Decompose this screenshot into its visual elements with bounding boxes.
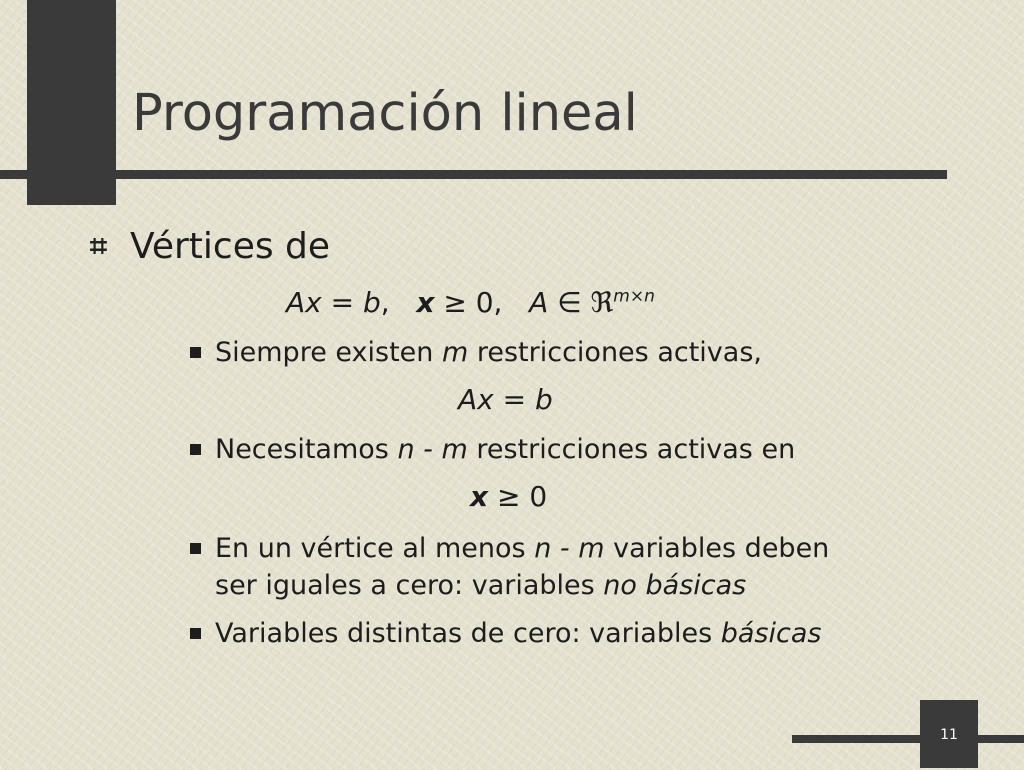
bullet-3-text: En un vértice al menos — [215, 533, 535, 564]
square-bullet-icon — [190, 444, 201, 455]
slide-title: Programación lineal — [132, 84, 638, 143]
formula-x: x — [416, 286, 435, 319]
square-bullet-icon — [190, 543, 201, 554]
bullet-item-1 — [190, 334, 762, 371]
footer-rule — [792, 735, 1024, 743]
formula-sep: , — [380, 286, 417, 319]
formula-2-b: b — [535, 383, 553, 416]
bullet-3-line2-italic: no básicas — [603, 570, 747, 601]
formula-dimensions: m×n — [613, 286, 655, 307]
bullet-2-var: n - m — [397, 434, 468, 465]
bullet-1-rest: restricciones activas, — [468, 337, 762, 368]
formula-ax-equals-b — [458, 383, 553, 416]
formula-x-geq-zero — [470, 480, 547, 513]
square-bullet-icon — [190, 347, 201, 358]
bullet-1-var: m — [441, 337, 469, 368]
bullet-item-2 — [190, 431, 795, 468]
formula-in: ∈ — [548, 286, 591, 319]
formula-constraints — [286, 286, 655, 319]
bullet-2-rest: restricciones activas en — [467, 434, 796, 465]
bullet-3-rest: variables deben — [604, 533, 830, 564]
formula-equals: = — [321, 286, 363, 319]
hash-bullet-icon: ⌗ — [90, 228, 107, 264]
bullet-1-text: Siempre existen — [215, 337, 442, 368]
title-underline-rule — [0, 170, 947, 179]
square-bullet-icon — [190, 628, 201, 639]
heading-text: Vértices de — [130, 226, 331, 267]
bullet-item-3 — [190, 530, 829, 604]
bullet-item-4 — [190, 615, 821, 652]
bullet-2-text: Necesitamos — [215, 434, 398, 465]
formula-ax: Ax — [286, 286, 322, 319]
page-number: 11 — [920, 700, 978, 768]
heading-item — [90, 226, 330, 267]
formula-2-eq: = — [493, 383, 535, 416]
formula-geq: ≥ 0, — [434, 286, 530, 319]
formula-2-ax: Ax — [458, 383, 494, 416]
bullet-4-italic: básicas — [720, 618, 822, 649]
formula-b: b — [363, 286, 381, 319]
formula-a: A — [529, 286, 549, 319]
formula-3-rest: ≥ 0 — [488, 480, 548, 513]
bullet-3-line2: ser iguales a cero: variables — [215, 570, 604, 601]
formula-reals-symbol: ℜ — [590, 286, 614, 319]
bullet-3-var: n - m — [534, 533, 605, 564]
bullet-4-text: Variables distintas de cero: variables — [215, 618, 721, 649]
formula-3-x: x — [470, 480, 489, 513]
